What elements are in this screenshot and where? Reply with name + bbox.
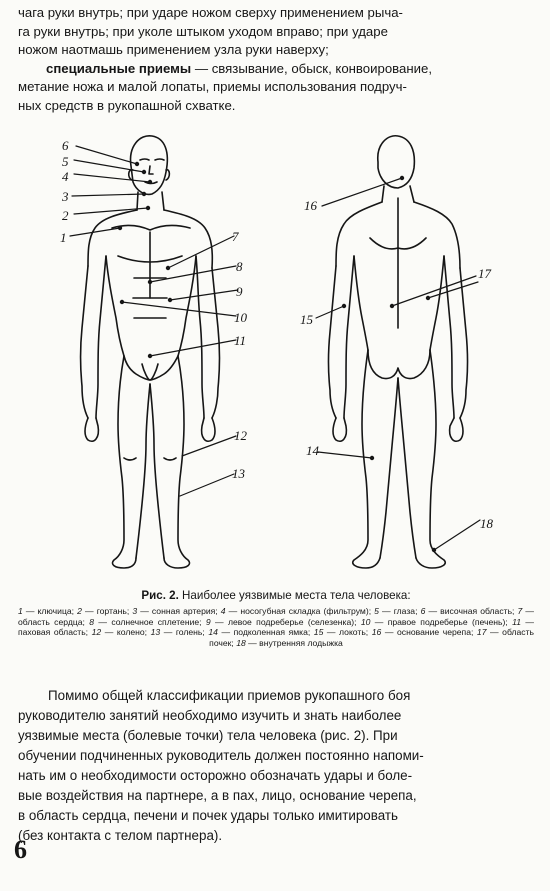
label-8: 8 — [236, 259, 243, 274]
top-line-3: ножом наотмашь применением узла руки наверху; — [18, 42, 329, 58]
legend-item — [372, 627, 477, 637]
legend-item — [89, 617, 206, 627]
page-number: 6 — [14, 835, 27, 864]
bottom-line-2: руководителю занятий необходимо изучить и знать наиболее — [18, 708, 402, 723]
label-10: 10 — [234, 310, 247, 325]
legend-number: 2 — [77, 606, 82, 616]
legend-number: 8 — [89, 616, 95, 627]
label-6: 6 — [62, 138, 69, 153]
legend-item — [314, 627, 372, 637]
front-figure — [81, 136, 220, 568]
label-16: 16 — [304, 198, 317, 213]
label-2: 2 — [62, 208, 69, 223]
back-points — [342, 176, 436, 552]
label-1: 1 — [60, 230, 67, 245]
label-5: 5 — [62, 154, 69, 169]
top-line-6: ных средств в рукопашной схватке. — [18, 97, 236, 113]
top-line-4-rest: — связывание, обыск, конвоирование, — [191, 60, 432, 76]
legend-text: — гортань; — [81, 606, 133, 616]
label-9: 9 — [236, 284, 243, 299]
top-paragraph — [18, 4, 534, 116]
legend-text: — правое подреберье (печень); — [370, 616, 513, 627]
legend-item — [221, 606, 374, 616]
legend-number: 16 — [371, 627, 382, 638]
top-line-5: метание ножа и малой лопаты, приемы использования подруч- — [18, 79, 407, 95]
label-12: 12 — [234, 428, 247, 443]
figure-caption — [18, 582, 534, 648]
legend-text: — носогубная складка (фильтрум); — [225, 606, 375, 616]
legend-item — [208, 627, 313, 637]
legend-number: 9 — [205, 616, 211, 627]
legend-text: — локоть; — [323, 627, 372, 638]
legend-number: 10 — [360, 616, 371, 627]
special-term: специальные приемы — [46, 60, 192, 76]
legend-text: — ключица; — [22, 606, 78, 616]
bottom-paragraph — [18, 686, 534, 846]
label-17: 17 — [478, 266, 491, 281]
legend-text: — внутренняя лодыжка — [245, 637, 343, 648]
legend-number: 1 — [18, 606, 23, 616]
legend-item — [132, 606, 220, 616]
bottom-line-4: обучении подчиненных руководитель должен постоянно напоми- — [18, 748, 424, 763]
figure-numbers — [60, 138, 494, 531]
legend-number: 7 — [517, 606, 523, 616]
caption-title — [18, 588, 534, 603]
front-points — [118, 162, 172, 358]
legend-number: 13 — [150, 627, 161, 638]
legend-text: — сонная артерия; — [137, 606, 221, 616]
figure-body-points — [0, 128, 550, 583]
legend-number: 15 — [313, 627, 324, 638]
bottom-line-5: нать им о необходимости осторожно обозначать удары и боле- — [18, 768, 413, 783]
label-15: 15 — [300, 312, 313, 327]
legend-item — [421, 606, 518, 616]
legend-text: — подколенная ямка; — [217, 627, 314, 638]
legend-text: — основание черепа; — [381, 627, 477, 638]
legend-text: — область сердца; — [18, 606, 534, 627]
legend-number: 14 — [208, 627, 218, 638]
label-3: 3 — [62, 189, 69, 204]
legend-item — [151, 627, 209, 637]
legend-item — [18, 606, 77, 616]
legend-item — [236, 638, 343, 648]
caption-legend — [18, 606, 534, 648]
caption-prefix: Рис. 2. — [141, 589, 179, 602]
legend-text: — височная область; — [425, 606, 518, 616]
back-figure — [329, 136, 468, 568]
label-7: 7 — [232, 229, 239, 244]
legend-number: 6 — [420, 606, 426, 616]
legend-text: — паховая область; — [18, 616, 534, 638]
legend-item — [206, 617, 361, 627]
legend-number: 12 — [91, 627, 102, 638]
legend-item — [374, 606, 420, 616]
legend-text: — глаза; — [378, 606, 421, 616]
legend-text: — солнечное сплетение; — [94, 616, 206, 627]
bottom-line-7: в область сердца, печени и почек удары только имитировать — [18, 808, 398, 823]
top-line-1: чага руки внутрь; при ударе ножом сверху применением рыча- — [18, 5, 403, 20]
legend-number: 4 — [220, 606, 226, 616]
legend-item — [92, 627, 151, 637]
bottom-line-8: (без контакта с телом партнера). — [18, 828, 223, 843]
bottom-line-3: уязвимые места (болевые точки) тела человека (рис. 2). При — [18, 728, 398, 743]
label-4: 4 — [62, 169, 69, 184]
legend-number: 17 — [476, 627, 487, 638]
label-18: 18 — [480, 516, 493, 531]
bottom-line-1: Помимо общей классификации приемов рукопашного боя — [48, 688, 411, 703]
top-line-2: га руки внутрь; при уколе штыком уходом вправо; при ударе — [18, 23, 388, 39]
bottom-line-6: вые воздействия на партнере, а в пах, лицо, основание черепа, — [18, 788, 417, 803]
label-14: 14 — [306, 443, 319, 458]
label-13: 13 — [232, 466, 245, 481]
legend-text: — область почек; — [209, 627, 534, 648]
legend-text: — голень; — [160, 627, 209, 638]
legend-number: 5 — [374, 606, 379, 616]
legend-number: 18 — [236, 637, 246, 648]
legend-text: — колено; — [101, 627, 151, 638]
legend-item — [77, 606, 132, 616]
legend-text: — левое подреберье (селезенка); — [210, 616, 361, 627]
caption-title-text: Наиболее уязвимые места тела человека: — [178, 589, 411, 602]
legend-number: 3 — [132, 606, 138, 616]
body-illustration — [0, 128, 550, 583]
label-11: 11 — [234, 333, 247, 348]
legend-item — [361, 617, 512, 627]
legend-number: 11 — [512, 616, 522, 627]
